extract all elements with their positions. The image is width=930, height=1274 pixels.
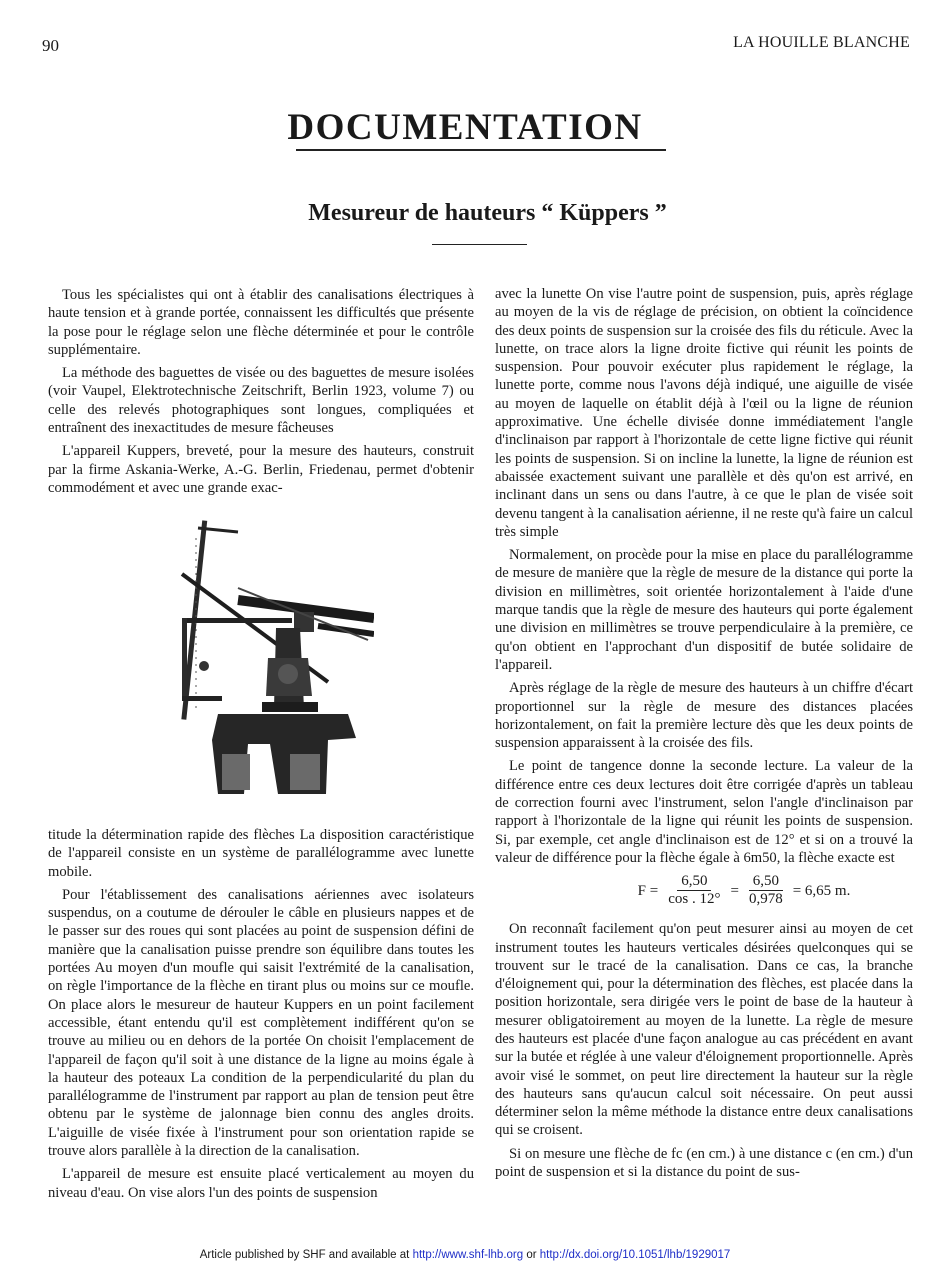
doi-link[interactable]: http://dx.doi.org/10.1051/lhb/1929017 — [539, 1249, 731, 1261]
paragraph: La méthode des baguettes de visée ou des baguettes de mesure isolées (voir Vaupel, Elektrotechnische Zeitschrift, Berlin 1923, volume 7) ou celle des relevés photographiques sont longues, compliquées et entraînent des inexactitudes de mesure fâcheuses — [48, 365, 474, 437]
shf-link[interactable]: http://www.shf-lhb.org — [412, 1249, 524, 1261]
journal-name: LA HOUILLE BLANCHE — [733, 34, 910, 51]
fraction-numerator: 6,50 — [749, 873, 783, 891]
paragraph: L'appareil Kuppers, breveté, pour la mesure des hauteurs, construit par la firme Askania-Werke, A.-G. Berlin, Friedenau, permet d'obtenir commodément et avec une grande exac- — [48, 443, 474, 496]
section-title: DOCUMENTATION — [287, 107, 643, 148]
title-underline — [296, 149, 666, 151]
title-divider — [432, 244, 527, 245]
formula-lhs: F = — [637, 882, 659, 899]
formula-result: = 6,65 m. — [792, 882, 851, 899]
paragraph: Après réglage de la règle de mesure des hauteurs à un chiffre d'écart proportionnel sur la règle de mesure des distances placées horizontalement, on fait la première lecture dès que les deux points de suspension apparaissent à la croisée des fils. — [495, 680, 913, 752]
paragraph: titude la détermination rapide des flèches La disposition caractéristique de l'appareil consiste en un système de parallélogramme avec lunette mobile. — [48, 827, 474, 880]
left-column-top — [48, 286, 474, 502]
paragraph: L'appareil de mesure est ensuite placé verticalement au moyen du niveau d'eau. On vise alors l'un des points de suspension — [48, 1166, 474, 1201]
formula — [575, 873, 913, 908]
right-column — [495, 285, 913, 1186]
footer-middle: or — [523, 1249, 540, 1261]
paragraph: avec la lunette On vise l'autre point de suspension, puis, après réglage au moyen de la vis de réglage de précision, on obtient la coïncidence des deux points de suspension sur la croisée des fils du réticule. Avec la lunette, on trace alors la ligne droite fictive qui réunit les points de suspension. Pour pouvoir exécuter plus rapidement le réglage, la lunette porte, comme nous l'avons déjà indiqué, une aiguille de visée au moyen de laquelle on établit déjà à l'œil ou la ligne de réunion approximative. Une échelle divisée donne immédiatement l'angle d'inclinaison par rapport à l'horizontale de cette ligne fictive qui réunit les points de suspension. Si on incline la lunette, la ligne de réunion est abaissée exactement suivant une parallèle et dès qu'on est arrivé, en inclinant dans un sens ou dans l'autre, à ce que le plan de visée soit devenu tangent à la canalisation aérienne, il ne reste qu'à faire un calcul très simple — [495, 286, 913, 540]
instrument-illustration — [178, 518, 374, 794]
footer-citation — [0, 1249, 930, 1261]
paragraph: Si on mesure une flèche de fc (en cm.) à une distance c (en cm.) d'un point de suspension et si la distance du point de sus- — [495, 1145, 913, 1181]
fraction — [745, 873, 787, 908]
measuring-instrument-image — [178, 518, 374, 794]
article-title: Mesureur de hauteurs “ Küppers ” — [308, 200, 667, 226]
fraction-denominator: cos . 12° — [668, 891, 721, 908]
paragraph: Normalement, on procède pour la mise en place du parallélogramme de mesure de manière que la règle de mesure de la distance qui porte la division en millimètres, soit orientée horizontalement à l'aide d'une marque tandis que la règle de mesure des hauteurs qui porte également une division en millimètres se trouve perpendiculaire à la première, ce qu'on obtient en l'approchant d'un dispositif de butée solidaire de l'appareil. — [495, 547, 913, 673]
paragraph: Le point de tangence donne la seconde lecture. La valeur de la différence entre ces deux lectures doit être corrigée d'après un tableau de correction fourni avec l'instrument, selon l'angle d'inclinaison par rapport à l'horizontale de la ligne qui réunit les points de suspension. Si, par exemple, cet angle d'inclinaison est de 12° et si on a trouvé la valeur de différence pour la flèche égale à 6m50, la flèche exacte est — [495, 758, 913, 866]
left-column-bottom — [48, 826, 474, 1207]
fraction — [664, 873, 724, 908]
paragraph: Tous les spécialistes qui ont à établir des canalisations électriques à haute tension et à grande portée, connaissent les difficultés que présente la pose pour le réglage selon une flèche déterminée et pour le contrôle supplémentaire. — [48, 287, 474, 358]
equals-sign: = — [730, 882, 739, 899]
paragraph: Pour l'établissement des canalisations aériennes avec isolateurs suspendus, on a coutume de dérouler le câble en plusieurs nappes et de le passer sur des roues qui sont placées au point de suspension défini de manière que la canalisation puisse prendre son équilibre dans toutes les portées Au moyen d'un moufle qui saisit l'extrémité de la canalisation, on règle l'importance de la flèche en tirant plus ou moins sur ce moufle. On place alors le mesureur de hauteur Kuppers en un point facilement accessible, étant entendu qu'il est complètement indifférent qu'on se trouve au milieu ou en dehors de la portée On choisit l'emplacement de l'appareil de façon qu'il soit à une distance de la ligne au moins égale à la hauteur des poteaux La condition de la perpendicularité du plan du parallélogramme de l'instrument par rapport au plan de tension peut être obtenu par le système de jalonnage bien connu des angles droits. L'aiguille de visée fixée à l'instrument pour son orientation rapide se trouve alors parallèle à la direction de la canalisation. — [48, 886, 474, 1160]
fraction-denominator: 0,978 — [748, 891, 783, 908]
paragraph: On reconnaît facilement qu'on peut mesurer ainsi au moyen de cet instrument toutes les hauteurs verticales désirées quelconques qui se trouvent sur le tracé de la canalisation. Dans ce cas, la branche d'éloignement qui, pour la détermination des flèches, est placée dans la position horizontale, sera dirigée vers le point de base de la hauteur à mesurer obligatoirement au moyen de la lunette. La règle de mesure des hauteurs est placée d'une façon analogue au cas précédent en avant sur la butée et réglée à une valeur d'éloignement proportionnelle. Après avoir visé le sommet, on peut lire directement la hauteur sur la règle des hauteurs sans qu'aucun calcul soit nécessaire. On peut aussi déterminer selon la même méthode la distance entre deux canalisations qui se croisent. — [495, 921, 913, 1139]
page-number: 90 — [42, 36, 59, 55]
fraction-numerator: 6,50 — [677, 873, 711, 891]
footer-prefix: Article published by SHF and available at — [199, 1249, 413, 1261]
